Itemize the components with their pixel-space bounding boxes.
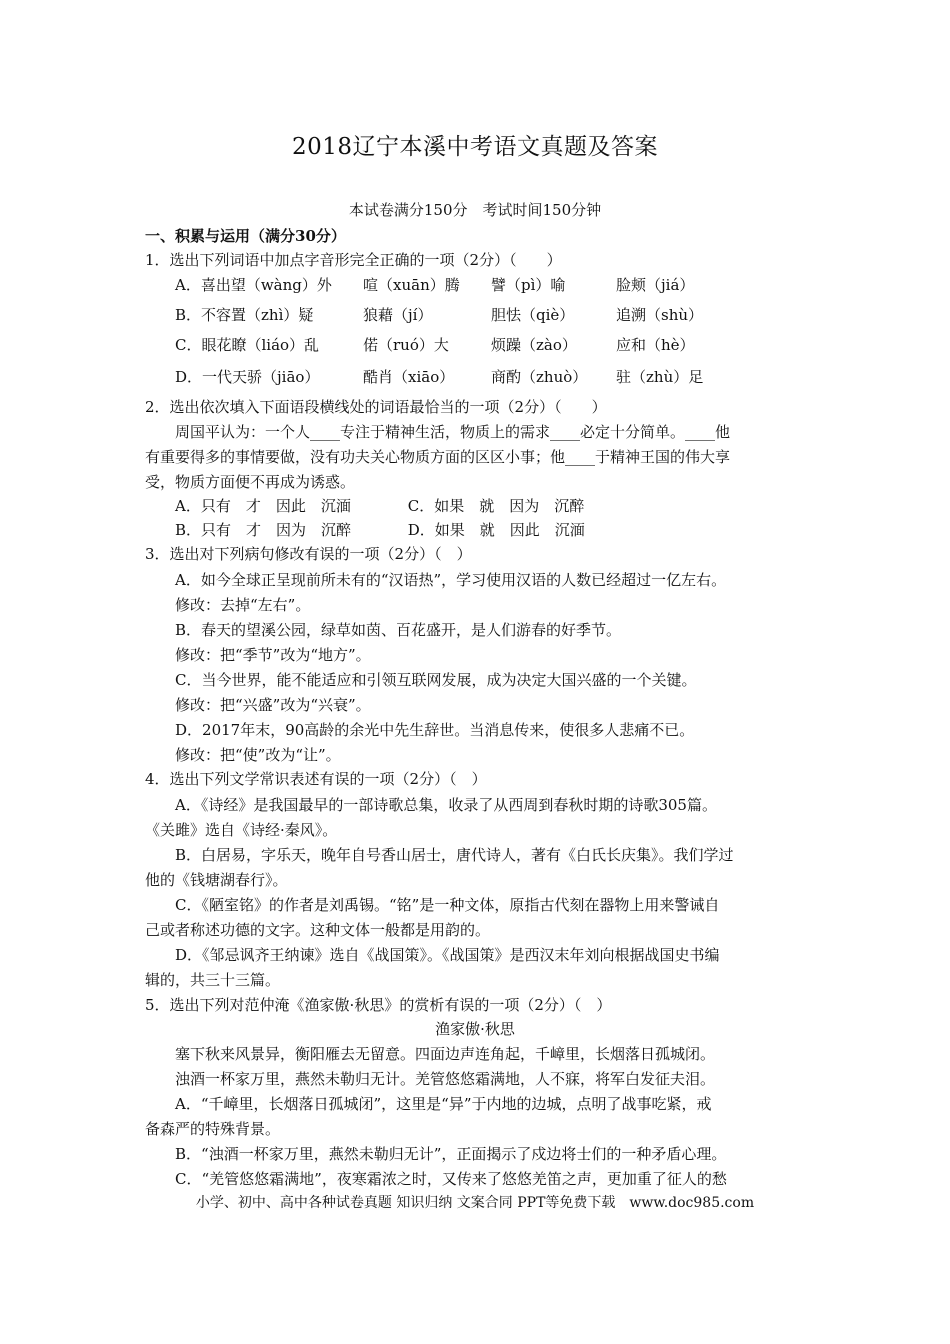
page-footer: 小学、初中、高中各种试卷真题 知识归纳 文案合同 PPT等免费下载 www.doc985.com (195, 1195, 755, 1211)
question-2-stem: 2．选出依次填入下面语段横线处的词语最恰当的一项（2分）（ ） (145, 398, 607, 416)
word: 追溯（shù） (616, 306, 704, 324)
question-1-option-b (175, 304, 703, 326)
word: C．眼花瞭（liáo）乱 (175, 336, 320, 354)
question-1-option-c (175, 334, 695, 356)
question-3-line: D．2017年末，90高龄的余光中先生辞世。当消息传来，使很多人悲痛不已。 (175, 721, 695, 739)
poem-title: 渔家傲·秋思 (435, 1020, 515, 1038)
question-2-options-row-1 (175, 495, 584, 517)
question-4-stem: 4．选出下列文学常识表述有误的一项（2分）（ ） (145, 770, 487, 788)
word: 喧（xuān）腾 (363, 276, 460, 294)
page-title: 2018辽宁本溪中考语文真题及答案 (291, 134, 659, 160)
word: A．喜出望（wàng）外 (175, 276, 332, 294)
option-d: D．如果 就 因此 沉湎 (407, 521, 585, 539)
paragraph-line: A．《诗经》是我国最早的一部诗歌总集，收录了从西周到春秋时期的诗歌305篇。 (175, 796, 717, 814)
paragraph-line: C．“羌管悠悠霜满地”，夜寒霜浓之时，又传来了悠悠羌笛之声，更加重了征人的愁 (175, 1170, 727, 1188)
question-3-line: 修改：把“使”改为“让”。 (175, 746, 341, 764)
exam-info: 本试卷满分150分 考试时间150分钟 (348, 201, 602, 219)
poem-line: 塞下秋来风景异，衡阳雁去无留意。四面边声连角起，千嶂里，长烟落日孤城闭。 (175, 1045, 716, 1063)
paragraph-line: 《关雎》选自《诗经·秦风》。 (145, 821, 338, 839)
word: 酷肖（xiāo） (363, 368, 455, 386)
paragraph-line: C．《陋室铭》的作者是刘禹锡。“铭”是一种文体，原指古代刻在器物上用来警诫自 (175, 896, 720, 914)
word: 应和（hè） (616, 336, 695, 354)
word: 烦躁（zào） (491, 336, 577, 354)
question-3-line: B．春天的望溪公园，绿草如茵、百花盛开，是人们游春的好季节。 (175, 621, 622, 639)
option-b: B．只有 才 因为 沉醉 (175, 521, 352, 539)
question-5-stem: 5．选出下列对范仲淹《渔家傲·秋思》的赏析有误的一项（2分）（ ） (145, 996, 612, 1014)
option-c: C．如果 就 因为 沉醉 (407, 497, 585, 515)
paragraph-line: 受，物质方面便不再成为诱惑。 (145, 473, 356, 491)
paragraph-line: 备森严的特殊背景。 (145, 1120, 281, 1138)
word: 商酌（zhuò） (491, 368, 588, 386)
question-1-stem: 1．选出下列词语中加点字音形完全正确的一项（2分）（ ） (145, 251, 562, 269)
paragraph-line: 己或者称述功德的文字。这种文体一般都是用韵的。 (145, 921, 491, 939)
paragraph-line: 有重要得多的事情要做，没有功夫关心物质方面的区区小事；他____于精神王国的伟大享 (145, 448, 731, 466)
word: 狼藉（jí） (363, 306, 433, 324)
paragraph-line: A．“千嶂里，长烟落日孤城闭”，这里是“异”于内地的边城，点明了战事吃紧，戒 (175, 1095, 712, 1113)
question-3-stem: 3．选出对下列病句修改有误的一项（2分）（ ） (145, 545, 472, 563)
question-2-options-row-2 (175, 519, 585, 541)
word: 胆怯（qiè） (491, 306, 575, 324)
word: B．不容置（zhì）疑 (175, 306, 314, 324)
question-3-line: 修改：把“季节”改为“地方”。 (175, 646, 371, 664)
paragraph-line: 他的《钱塘湖春行》。 (145, 871, 288, 889)
question-1-option-a (175, 274, 694, 296)
paragraph-line: B．白居易，字乐天，晚年自号香山居士，唐代诗人，著有《白氏长庆集》。我们学过 (175, 846, 734, 864)
section-heading: 一、积累与运用（满分30分） (145, 227, 346, 245)
question-3-line: A．如今全球正呈现前所未有的“汉语热”，学习使用汉语的人数已经超过一亿左右。 (175, 571, 727, 589)
word: 偌（ruó）大 (363, 336, 449, 354)
word: 驻（zhù）足 (616, 368, 704, 386)
paragraph-line: 周国平认为：一个人____专注于精神生活，物质上的需求____必定十分简单。____他 (175, 423, 731, 441)
question-3-line: 修改：把“兴盛”改为“兴衰”。 (175, 696, 371, 714)
word: 脸颊（jiá） (616, 276, 695, 294)
paragraph-line: B．“浊酒一杯家万里，燕然未勒归无计”，正面揭示了戍边将士们的一种矛盾心理。 (175, 1145, 727, 1163)
question-3-line: 修改：去掉“左右”。 (175, 596, 311, 614)
question-1-option-d (175, 366, 703, 388)
word: D．一代天骄（jiāo） (175, 368, 320, 386)
poem-line: 浊酒一杯家万里，燕然未勒归无计。羌管悠悠霜满地，人不寐，将军白发征夫泪。 (175, 1070, 716, 1088)
paragraph-line: D．《邹忌讽齐王纳谏》选自《战国策》。《战国策》是西汉末年刘向根据战国史书编 (175, 946, 720, 964)
question-3-line: C．当今世界，能不能适应和引领互联网发展，成为决定大国兴盛的一个关键。 (175, 671, 697, 689)
word: 譬（pì）喻 (491, 276, 566, 294)
option-a: A．只有 才 因此 沉湎 (175, 497, 351, 515)
paragraph-line: 辑的，共三十三篇。 (145, 971, 281, 989)
